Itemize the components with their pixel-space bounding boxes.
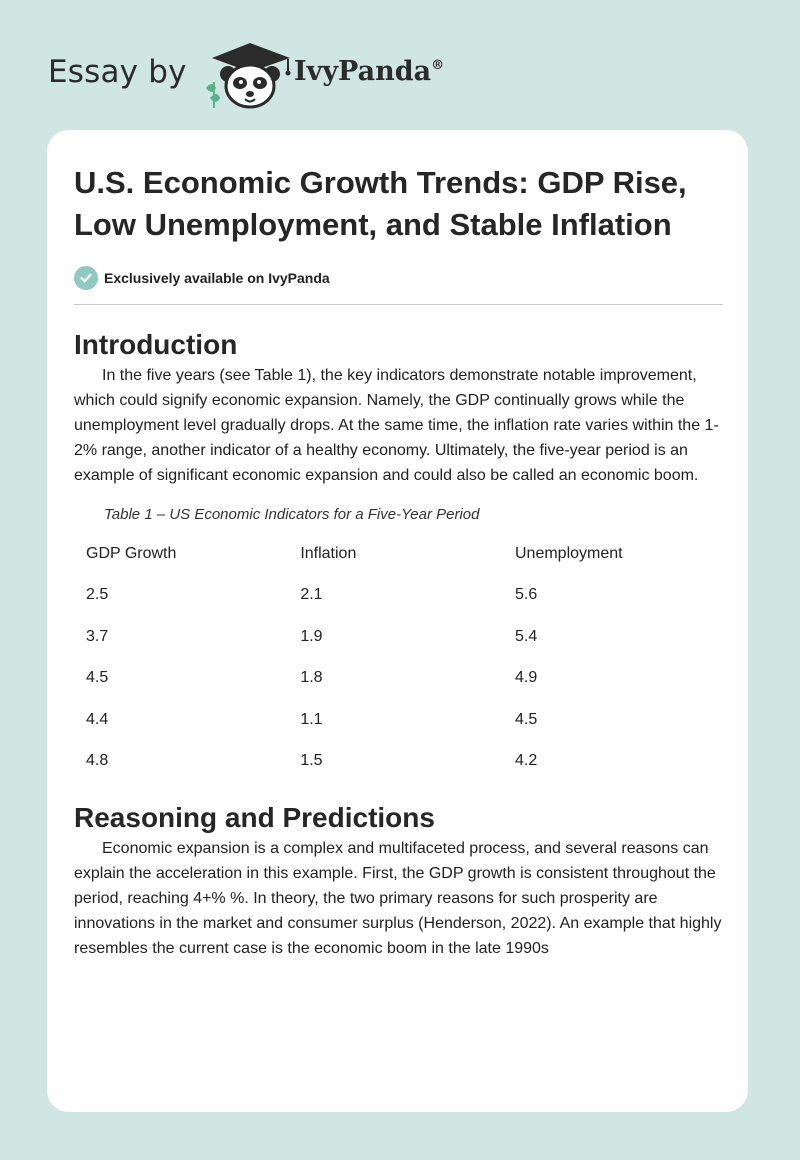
reasoning-paragraph: Economic expansion is a complex and multifaceted process, and several reasons can explain the acceleration in this example. First, the GDP growth is consistent throughout the period, reaching 4+% %. In theory, the two primary reasons for such prosperity are innovations in the market and consumer surplus (Henderson, 2022). An example that highly resembles the current case is the economic boom in the late 1990s [74,840,722,957]
brand-header [48,38,468,110]
table-caption: Table 1 – US Economic Indicators for a Five-Year Period [104,506,480,523]
article-content [74,162,723,961]
table-cell: 2.5 [86,586,109,604]
registered-mark: ® [431,58,445,73]
table-cell: 5.6 [515,586,538,604]
table-cell: 5.4 [515,627,538,645]
table-header-cell: GDP Growth [86,544,177,562]
table-cell: 2.1 [300,586,323,604]
brand-prefix: Essay by [48,54,187,90]
divider [74,304,723,305]
table-cell: 3.7 [86,627,109,645]
table-row [74,575,722,617]
table-cell: 1.8 [300,669,323,687]
table-header-row [74,533,722,575]
table-row [74,741,722,783]
table-header-cell: Inflation [300,544,357,562]
panda-logo-icon [202,38,298,110]
section-heading-reasoning: Reasoning and Predictions [74,802,435,833]
table-cell: 4.4 [86,710,109,728]
indicators-table [74,533,722,782]
exclusive-badge-label: Exclusively available on IvyPanda [104,270,330,286]
table-cell: 1.5 [300,752,323,770]
article-title: U.S. Economic Growth Trends: GDP Rise, Low Unemployment, and Stable Inflation [74,165,687,242]
table-cell: 4.5 [515,710,538,728]
table-header-cell: Unemployment [515,544,623,562]
section-heading-introduction: Introduction [74,329,238,360]
table-cell: 1.1 [300,710,323,728]
brand-name [294,56,444,87]
table-cell: 1.9 [300,627,323,645]
introduction-paragraph: In the five years (see Table 1), the key indicators demonstrate notable improvement, which could signify economic expansion. Namely, the GDP continually grows while the unemployment level gradually drops. At the same time, the inflation rate varies within the 1-2% range, another indicator of a healthy economy. Ultimately, the five-year period is an example of significant economic expansion and could also be called an economic boom. [74,367,719,484]
table-row [74,699,722,741]
article-card [47,130,748,1112]
brand-name-text: IvyPanda [294,56,432,87]
table-row [74,616,722,658]
table-cell: 4.8 [86,752,109,770]
table-row [74,658,722,700]
exclusive-badge [74,266,723,290]
table-cell: 4.5 [86,669,109,687]
check-circle-icon [74,266,98,290]
table-cell: 4.2 [515,752,538,770]
table-cell: 4.9 [515,669,538,687]
